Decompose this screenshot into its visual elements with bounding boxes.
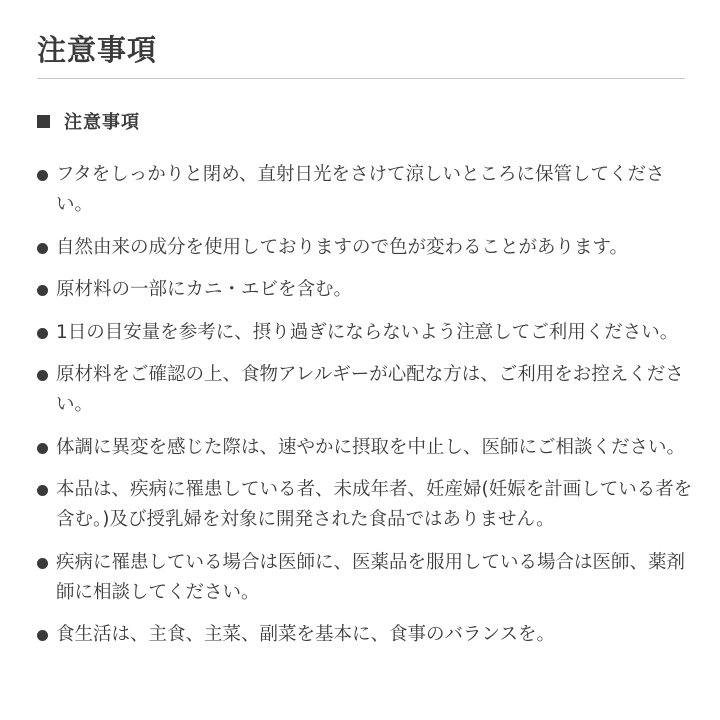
list-item [37, 620, 697, 650]
list-item [37, 318, 697, 348]
bullet-icon [37, 485, 48, 496]
list-item [37, 275, 697, 305]
bullet-icon [37, 243, 48, 254]
note-text: 本品は、疾病に罹患している者、未成年者、妊産婦(妊娠を計画している者を含む。)及び授乳婦を対象に開発された食品ではありません。 [56, 479, 693, 530]
list-item [37, 160, 697, 220]
list-item [37, 548, 697, 608]
note-text: 体調に異変を感じた際は、速やかに摂取を中止し、医師にご相談ください。 [56, 436, 686, 458]
bullet-icon [37, 630, 48, 641]
title-divider [37, 78, 685, 79]
note-text: 原材料の一部にカニ・エビを含む。 [56, 279, 353, 300]
bullet-icon [37, 170, 48, 181]
bullet-icon [37, 328, 48, 339]
list-item [37, 475, 697, 535]
bullet-icon [37, 285, 48, 296]
note-text: 疾病に罹患している場合は医師に、医薬品を服用している場合は医師、薬剤師に相談してください。 [56, 551, 686, 603]
section-label: 注意事項 [64, 112, 140, 133]
page-title: 注意事項 [37, 33, 158, 67]
bullet-icon [37, 370, 48, 381]
bullet-icon [37, 558, 48, 569]
section-header [37, 108, 140, 134]
note-text: 食生活は、主食、主菜、副菜を基本に、食事のバランスを。 [56, 624, 555, 645]
caution-list [37, 160, 697, 663]
list-item [37, 233, 697, 263]
bullet-icon [37, 443, 48, 454]
note-text: 1日の目安量を参考に、摂り過ぎにならないよう注意してご利用ください。 [56, 321, 679, 343]
list-item [37, 433, 697, 463]
note-text: フタをしっかりと閉め、直射日光をさけて涼しいところに保管してください。 [56, 164, 665, 215]
note-text: 自然由来の成分を使用しておりますので色が変わることがあります。 [56, 236, 629, 258]
note-text: 原材料をご確認の上、食物アレルギーが心配な方は、ご利用をお控えください。 [56, 364, 684, 415]
square-bullet-icon [37, 115, 50, 128]
list-item [37, 360, 697, 420]
